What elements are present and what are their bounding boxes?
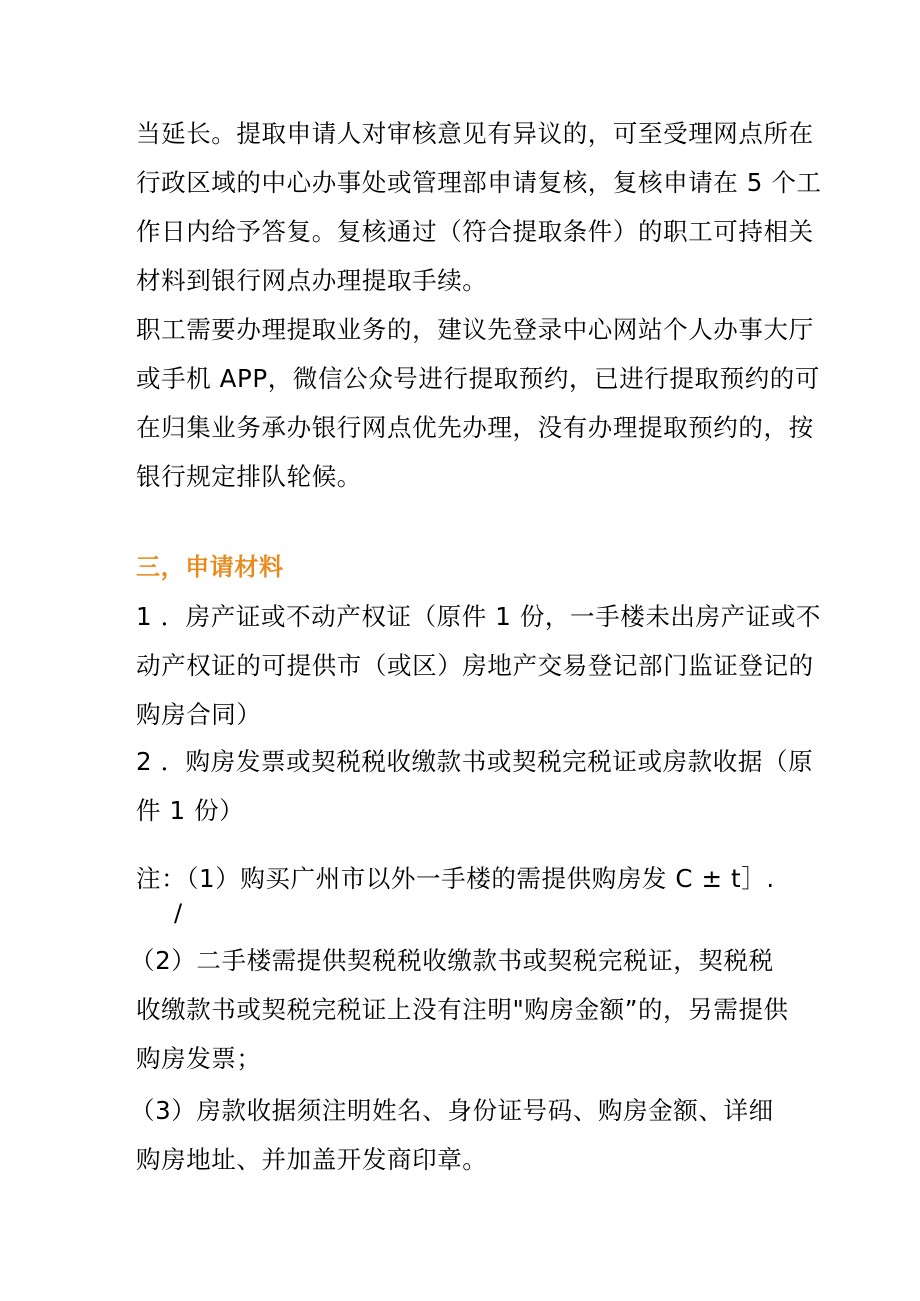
text-line: 注：（1）购买广州市以外一手楼的需提供购房发 C ± t］. bbox=[136, 864, 775, 893]
text-line: 购房合同） bbox=[136, 700, 262, 729]
section-heading: 三，申请材料 bbox=[136, 553, 284, 581]
text-line: 动产权证的可提供市（或区）房地产交易登记部门监证登记的 bbox=[136, 651, 814, 680]
text-line: 件 1 份） bbox=[136, 796, 245, 825]
stray-mark: / bbox=[174, 899, 183, 927]
text-line: 收缴款书或契税完税证上没有注明"购房金额”的，另需提供 bbox=[136, 995, 789, 1024]
text-line: 购房发票； bbox=[136, 1044, 262, 1073]
text-line: 1 ．房产证或不动产权证（原件 1 份，一手楼未出房产证或不 bbox=[136, 602, 822, 631]
text-line: 2 ．购房发票或契税税收缴款书或契税完税证或房款收据（原 bbox=[136, 747, 814, 776]
text-line: 作日内给予答复。复核通过（符合提取条件）的职工可持相关 bbox=[136, 217, 814, 246]
text-line: 材料到银行网点办理提取手续。 bbox=[136, 266, 488, 295]
text-line: 职工需要办理提取业务的，建议先登录中心网站个人办事大厅 bbox=[136, 315, 814, 344]
text-line: 在归集业务承办银行网点优先办理，没有办理提取预约的，按 bbox=[136, 413, 814, 442]
text-line: （3）房款收据须注明姓名、身份证号码、购房金额、详细 bbox=[130, 1096, 774, 1125]
text-line: 或手机 APP，微信公众号进行提取预约，已进行提取预约的可 bbox=[136, 364, 820, 393]
text-line: 银行规定排队轮候。 bbox=[136, 462, 362, 491]
text-line: 购房地址、并加盖开发商印章。 bbox=[136, 1145, 488, 1174]
text-line: （2）二手楼需提供契税税收缴款书或契税完税证，契税税 bbox=[130, 946, 774, 975]
text-line: 行政区域的中心办事处或管理部申请复核，复核申请在 5 个工 bbox=[136, 168, 822, 197]
text-line: 当延长。提取申请人对审核意见有异议的，可至受理网点所在 bbox=[136, 119, 814, 148]
